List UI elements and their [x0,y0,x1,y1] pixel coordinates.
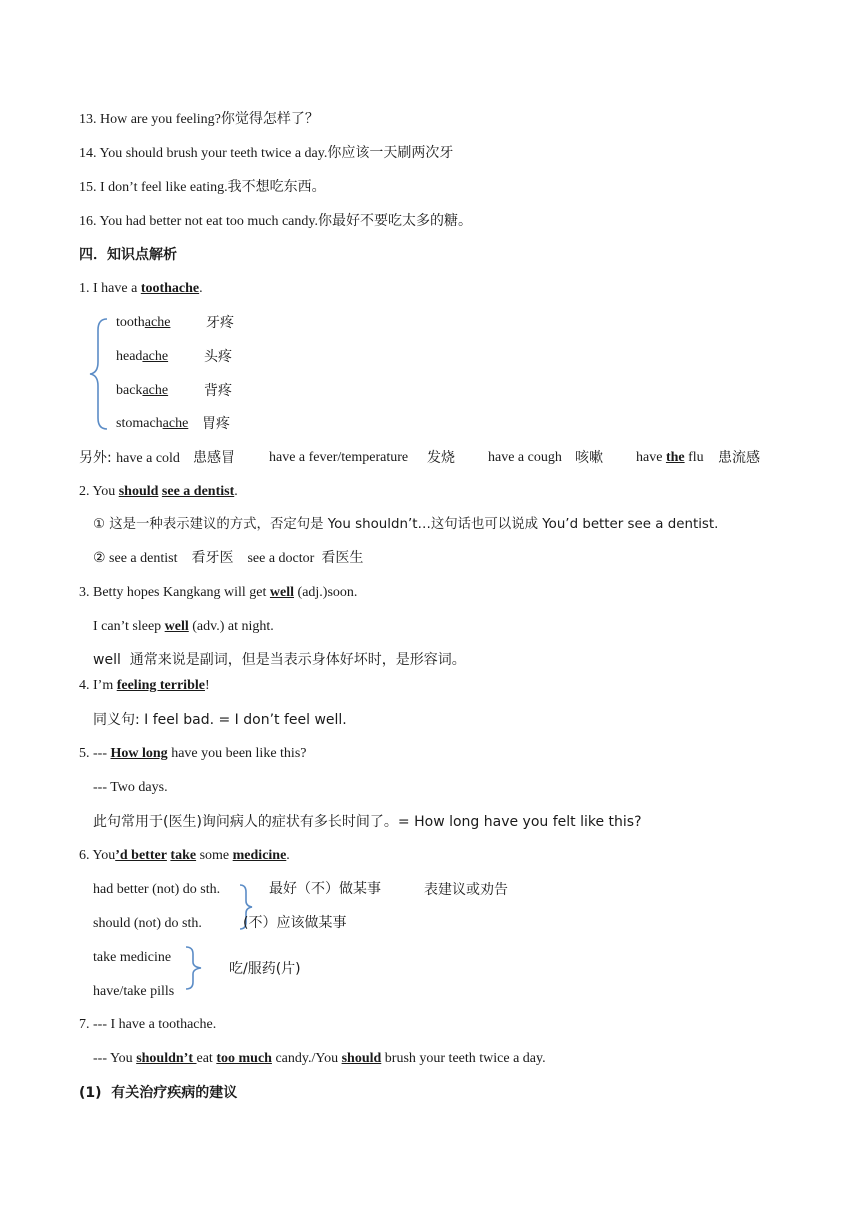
point-3-note: well 通常来说是副词，但是当表示身体好坏时，是形容词。 [93,652,466,668]
brace-left-ache-group [88,318,110,430]
point-7: 7. --- I have a toothache. [79,1017,217,1032]
brace-right-medicine-group [184,946,204,990]
should-cn: (不）应该做某事 [243,915,347,931]
sentence-14: 14. You should brush your teeth twice a day.你应该一天刷两次牙 [79,146,454,161]
also-item: have a fever/temperature [269,450,409,465]
also-item: have a cough [488,450,562,465]
should-phrase: should (not) do sth. [93,916,202,931]
point-4-note: 同义句: I feel bad. = I don’t feel well. [93,712,347,728]
ache-row: stomachache [116,416,189,431]
point-3-line-2: I can’t sleep well (adv.) at night. [93,619,274,634]
had-better-cn: 最好（不）做某事 [269,881,381,897]
point-4: 4. I’m feeling terrible! [79,678,210,693]
also-cn: 患流感 [718,450,760,466]
also-line: 另外: have a cold [79,450,180,466]
sentence-16: 16. You had better not eat too much candy.你最好不要吃太多的糖。 [79,214,472,229]
ache-cn: 背疼 [204,383,232,399]
keyword-toothache: toothache [140,281,200,296]
ache-cn: 牙疼 [206,315,234,331]
point-5-answer: --- Two days. [93,780,168,795]
point-6: 6. You’d better take some medicine. [79,848,290,863]
point-2-note-2: ② see a dentist 看牙医 see a doctor 看医生 [93,551,364,566]
also-item: have the flu [636,450,704,465]
point-1: 1. I have a toothache. [79,281,203,296]
point-3: 3. Betty hopes Kangkang will get well (adj.)soon. [79,585,358,600]
take-pills-phrase: have/take pills [93,984,175,999]
point-5-note: 此句常用于(医生)询问病人的症状有多长时间了。= How long have you felt like this? [93,814,642,830]
ache-row: headache [116,349,169,364]
ache-row: backache [116,383,169,398]
advice-cn: 表建议或劝告 [424,882,508,898]
also-cn: 咳嗽 [575,450,603,466]
point-5: 5. --- How long have you been like this? [79,746,307,761]
take-medicine-phrase: take medicine [93,950,172,965]
section-heading: 四．知识点解析 [79,247,177,263]
subheading: (1) 有关治疗疾病的建议 [79,1085,238,1101]
also-cn: 发烧 [427,450,455,466]
point-2: 2. You should see a dentist. [79,484,238,499]
also-cn: 患感冒 [193,450,235,466]
ache-cn: 头疼 [204,349,232,365]
ache-cn: 胃疼 [202,416,230,432]
point-2-note-1: ① 这是一种表示建议的方式，否定句是 You shouldn’t…这句话也可以说成 You’d better see a dentist. [93,517,719,532]
medicine-cn: 吃/服药(片) [229,961,301,977]
had-better-phrase: had better (not) do sth. [93,882,221,897]
point-7-answer: --- You shouldn’t eat too much candy./You should brush your teeth twice a day. [93,1051,546,1066]
sentence-15: 15. I don’t feel like eating.我不想吃东西。 [79,180,326,195]
ache-row: toothache [116,315,171,330]
sentence-13: 13. How are you feeling?你觉得怎样了？ [79,112,319,127]
